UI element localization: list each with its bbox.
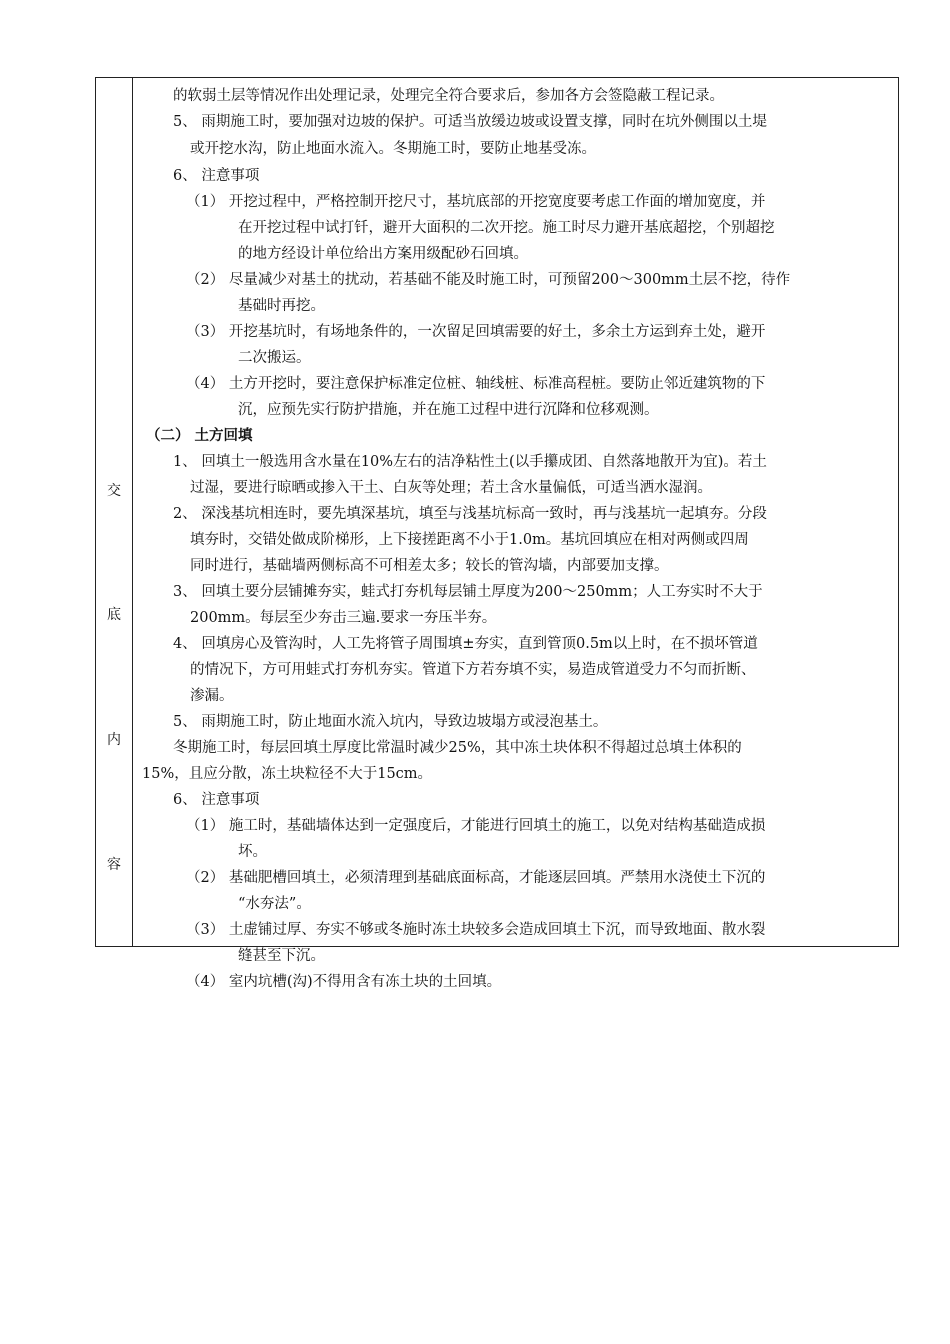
disclosure-table	[95, 77, 899, 990]
content-line: 15%，且应分散，冻土块粒径不大于15cm。	[142, 766, 433, 782]
content-line: 的地方经设计单位给出方案用级配砂石回填。	[238, 246, 528, 262]
side-label-char-4: 容	[107, 857, 121, 873]
content-line: 的软弱土层等情况作出处理记录，处理完全符合要求后，参加各方会签隐蔽工程记录。	[173, 88, 724, 104]
content-line: 5、 雨期施工时，要加强对边坡的保护。可适当放缓边坡或设置支撑，同时在坑外侧围以土堤	[173, 114, 767, 130]
content-body	[133, 78, 898, 990]
content-line: 渗漏。	[190, 688, 234, 704]
content-line: （1） 开挖过程中，严格控制开挖尺寸，基坑底部的开挖宽度要考虑工作面的增加宽度，并	[186, 194, 766, 210]
content-line: （1） 施工时，基础墙体达到一定强度后，才能进行回填土的施工，以免对结构基础造成损	[186, 818, 766, 834]
content-line: 的情况下，方可用蛙式打夯机夯实。管道下方若夯填不实，易造成管道受力不匀而折断、	[190, 662, 756, 678]
content-line: 坏。	[238, 844, 267, 860]
content-line: 填夯时，交错处做成阶梯形，上下接搓距离不小于1.0m。基坑回填应在相对两侧或四周	[190, 532, 749, 548]
content-line: 2、 深浅基坑相连时，要先填深基坑，填至与浅基坑标高一致时，再与浅基坑一起填夯。分段	[173, 506, 767, 522]
content-line: （2） 尽量减少对基土的扰动，若基础不能及时施工时，可预留200～300mm土层不挖，待作	[186, 272, 791, 288]
content-line: 缝甚至下沉。	[238, 948, 325, 964]
content-line: （4） 土方开挖时，要注意保护标准定位桩、轴线桩、标准高程桩。要防止邻近建筑物的下	[186, 376, 766, 392]
content-line: 沉，应预先实行防护措施，并在施工过程中进行沉降和位移观测。	[238, 402, 659, 418]
content-line: 3、 回填土要分层铺摊夯实，蛙式打夯机每层铺土厚度为200～250mm；人工夯实时不大于	[173, 584, 763, 600]
content-line: 或开挖水沟，防止地面水流入。冬期施工时，要防止地基受冻。	[190, 141, 596, 157]
content-line: 6、 注意事项	[173, 792, 260, 808]
content-line: 同时进行，基础墙两侧标高不可相差太多；较长的管沟墙，内部要加支撑。	[190, 558, 669, 574]
content-line: 6、 注意事项	[173, 168, 260, 184]
content-line: 4、 回填房心及管沟时，人工先将管子周围填±夯实，直到管顶0.5m以上时，在不损坏管道	[173, 636, 758, 652]
content-line: 过湿，要进行晾晒或掺入干土、白灰等处理；若土含水量偏低，可适当洒水湿润。	[190, 480, 712, 496]
content-line: 二次搬运。	[238, 350, 311, 366]
content-line: 5、 雨期施工时，防止地面水流入坑内，导致边坡塌方或浸泡基土。	[173, 714, 608, 730]
side-label-char-3: 内	[107, 732, 121, 748]
content-line: 200mm。每层至少夯击三遍.要求一夯压半夯。	[190, 610, 497, 626]
content-line: “水夯法”。	[238, 896, 311, 912]
content-line: （4） 室内坑槽(沟)不得用含有冻土块的土回填。	[186, 974, 502, 990]
content-line: 在开挖过程中试打钎，避开大面积的二次开挖。施工时尽力避开基底超挖，个别超挖	[238, 220, 775, 236]
section-heading: （二） 土方回填	[146, 427, 253, 444]
content-line: 冬期施工时，每层回填土厚度比常温时减少25%，其中冻土块体积不得超过总填土体积的	[173, 740, 742, 756]
side-label-char-1: 交	[107, 483, 121, 499]
side-label-char-2: 底	[107, 607, 121, 623]
content-line: （3） 土虚铺过厚、夯实不够或冬施时冻土块较多会造成回填土下沉，而导致地面、散水裂	[186, 922, 766, 938]
content-line: （2） 基础肥槽回填土，必须清理到基础底面标高，才能逐层回填。严禁用水浇使土下沉的	[186, 870, 766, 886]
content-line: 1、 回填土一般选用含水量在10%左右的洁净粘性土(以手攥成团、自然落地散开为宜)。若土	[173, 454, 767, 470]
content-line: （3） 开挖基坑时，有场地条件的，一次留足回填需要的好土，多余土方运到弃土处，避开	[186, 324, 766, 340]
content-line: 基础时再挖。	[238, 298, 325, 314]
